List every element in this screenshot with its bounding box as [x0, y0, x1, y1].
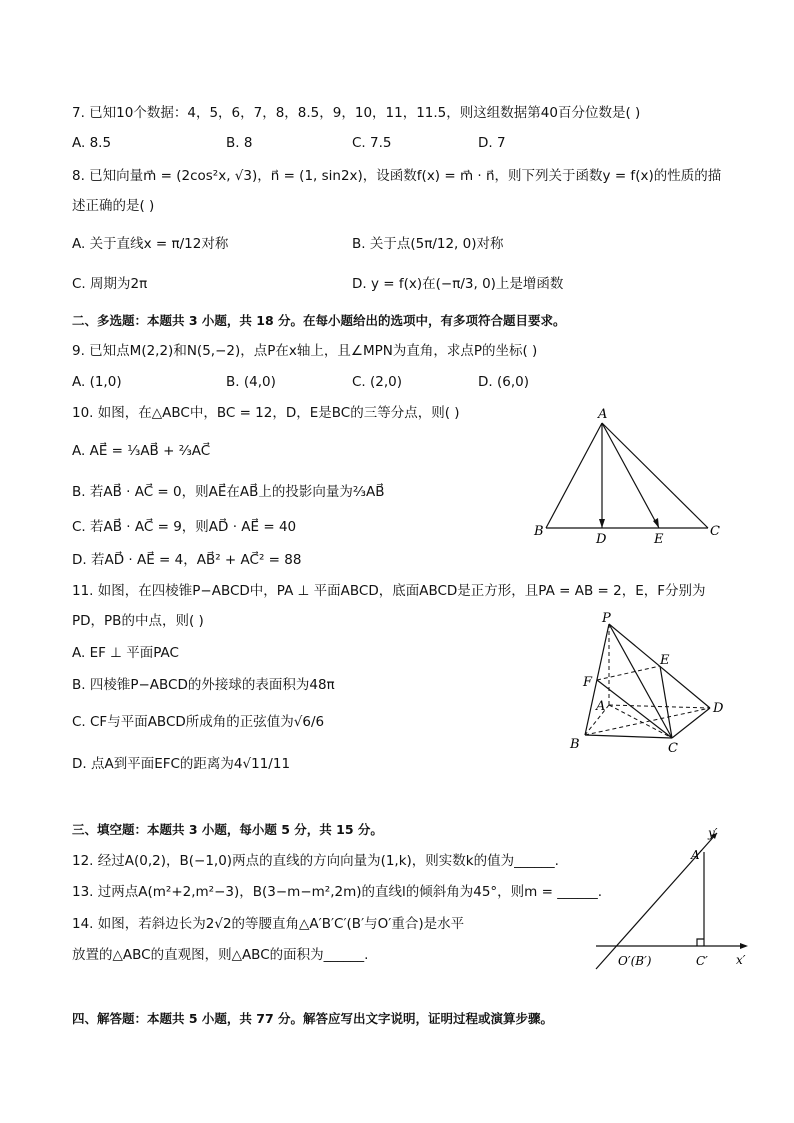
- edge-bc: [585, 735, 672, 738]
- q11-option-a: A. EF ⊥ 平面PAC: [72, 645, 179, 661]
- q9-option-d: D. (6,0): [478, 374, 529, 390]
- section-3-title: 三、填空题：本题共 3 小题，每小题 5 分，共 15 分。: [72, 822, 383, 837]
- question-8-stem-line2: 述正确的是( ): [72, 198, 155, 214]
- q7-option-c: C. 7.5: [352, 135, 392, 151]
- right-angle-mark: [697, 939, 704, 946]
- edge-ad: [609, 705, 710, 708]
- label-a: A: [596, 699, 606, 714]
- label-d: D: [596, 532, 607, 547]
- label-d: D: [713, 701, 724, 716]
- q8-option-c: C. 周期为2π: [72, 276, 148, 292]
- q7-option-b: B. 8: [226, 135, 253, 151]
- section-4-title: 四、解答题：本题共 5 小题，共 77 分。解答应写出文字说明，证明过程或演算步骤。: [72, 1011, 554, 1026]
- label-c: C: [668, 741, 678, 755]
- q8-option-b: B. 关于点(5π/12, 0)对称: [352, 236, 504, 252]
- label-c: C: [710, 524, 720, 539]
- segment-ef: [597, 666, 660, 680]
- oblique-axis-figure: [590, 825, 760, 975]
- question-13-stem: 13. 过两点A(m²+2,m²−3)，B(3−m−m²,2m)的直线l的倾斜角为45°，则m = ______.: [72, 884, 603, 900]
- label-p: P: [602, 611, 611, 626]
- question-11-stem-line2: PD，PB的中点，则( ): [72, 613, 204, 629]
- q9-option-b: B. (4,0): [226, 374, 276, 390]
- q10-option-c: C. 若AB⃗ · AC⃗ = 9，则AD⃗ · AE⃗ = 40: [72, 519, 297, 535]
- q11-option-d: D. 点A到平面EFC的距离为4√11/11: [72, 756, 291, 772]
- label-b: B: [534, 524, 544, 539]
- question-14-stem-line1: 14. 如图，若斜边长为2√2的等腰直角△A′B′C′(B′与O′重合)是水平: [72, 916, 465, 932]
- label-y-prime: y′: [708, 826, 718, 840]
- question-7-stem: 7. 已知10个数据：4，5，6，7，8，8.5，9，10，11，11.5，则这组数据第40百分位数是( ): [72, 105, 641, 121]
- q9-option-a: A. (1,0): [72, 374, 122, 390]
- side-ac: [602, 423, 708, 528]
- q10-option-a: A. AE⃗ = ⅓AB⃗ + ⅔AC⃗: [72, 443, 211, 459]
- question-8-stem-line1: 8. 已知向量m⃗ = (2cos²x, √3)，n⃗ = (1, sin2x)，设函数f(x) = m⃗ · n⃗，则下列关于函数y = f(x)的性质的描: [72, 168, 722, 184]
- q8-option-d: D. y = f(x)在(−π/3, 0)上是增函数: [352, 276, 564, 292]
- label-b: B: [570, 737, 580, 752]
- arrow-ad: [599, 519, 605, 528]
- section-2-title: 二、多选题：本题共 3 小题，共 18 分。在每小题给出的选项中，有多项符合题目要求。: [72, 313, 566, 328]
- segment-ae: [602, 423, 659, 528]
- triangle-abc-figure: [530, 405, 730, 550]
- question-9-stem: 9. 已知点M(2,2)和N(5,−2)，点P在x轴上，且∠MPN为直角，求点P的坐标( ): [72, 343, 538, 359]
- label-o-prime: O′(B′): [618, 954, 652, 968]
- q7-option-d: D. 7: [478, 135, 506, 151]
- label-e: E: [660, 653, 670, 668]
- segment-fc: [597, 680, 672, 738]
- x-axis-arrow: [740, 943, 748, 949]
- label-a-prime: A′: [691, 848, 703, 862]
- label-c-prime: C′: [696, 954, 708, 968]
- q10-option-d: D. 若AD⃗ · AE⃗ = 4，AB⃗² + AC⃗² = 88: [72, 552, 302, 568]
- label-a: A: [598, 407, 608, 422]
- q10-option-b: B. 若AB⃗ · AC⃗ = 0，则AE⃗在AB⃗上的投影向量为⅔AB⃗: [72, 484, 385, 500]
- q8-option-a: A. 关于直线x = π/12对称: [72, 236, 229, 252]
- q11-option-c: C. CF与平面ABCD所成角的正弦值为√6/6: [72, 714, 325, 730]
- q7-option-a: A. 8.5: [72, 135, 112, 151]
- label-e: E: [654, 532, 664, 547]
- question-14-stem-line2: 放置的△ABC的直观图，则△ABC的面积为______.: [72, 947, 369, 963]
- label-f: F: [583, 675, 593, 690]
- side-ab: [546, 423, 602, 528]
- label-x-prime: x′: [736, 953, 746, 967]
- q11-option-b: B. 四棱锥P−ABCD的外接球的表面积为48π: [72, 677, 335, 693]
- q9-option-c: C. (2,0): [352, 374, 403, 390]
- question-12-stem: 12. 经过A(0,2)，B(−1,0)两点的直线的方向向量为(1,k)，则实数k的值为______.: [72, 853, 559, 869]
- question-11-stem-line1: 11. 如图，在四棱锥P−ABCD中，PA ⊥ 平面ABCD，底面ABCD是正方形，且PA = AB = 2，E，F分别为: [72, 583, 706, 599]
- question-10-stem: 10. 如图，在△ABC中，BC = 12，D，E是BC的三等分点，则( ): [72, 405, 460, 421]
- pyramid-figure: [560, 610, 735, 755]
